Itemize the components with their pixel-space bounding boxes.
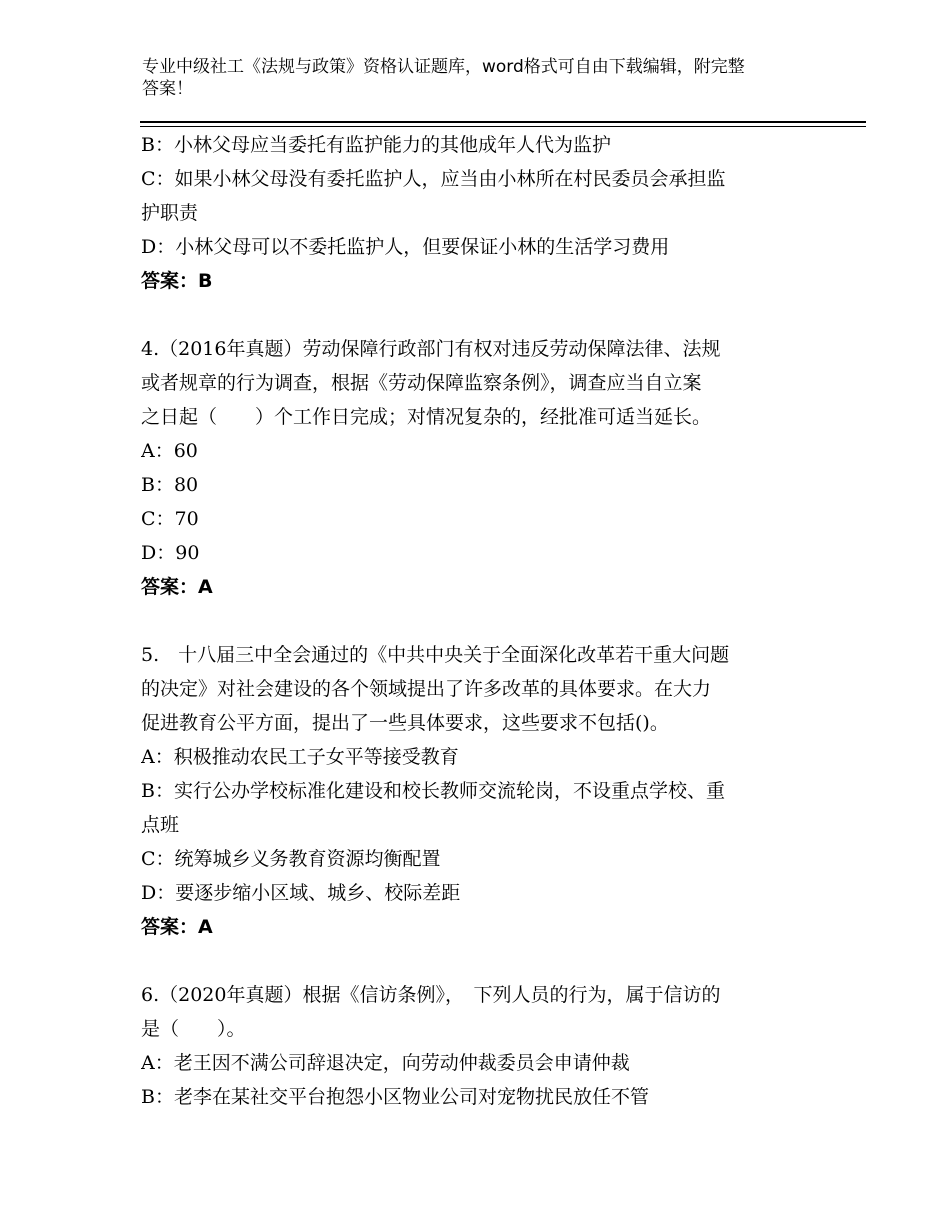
q5-option-b-line-2: 点班 (141, 814, 180, 836)
q3-answer: 答案：B (141, 270, 213, 292)
header-line-2: 答案！ (142, 79, 193, 99)
question-3 (141, 128, 809, 298)
q3-option-b: B：小林父母应当委托有监护能力的其他成年人代为监护 (141, 134, 611, 156)
question-4 (141, 332, 809, 604)
q4-option-b: B：80 (141, 474, 199, 496)
q6-stem-line-2: 是（ ）。 (141, 1018, 246, 1040)
page-header (142, 56, 822, 100)
spacer (141, 298, 809, 332)
q4-option-c: C：70 (141, 508, 199, 530)
q6-option-b: B：老李在某社交平台抱怨小区物业公司对宠物扰民放任不管 (141, 1086, 649, 1108)
header-line-1: 专业中级社工《法规与政策》资格认证题库，word格式可自由下载编辑，附完整 (142, 57, 745, 77)
q3-option-d: D：小林父母可以不委托监护人，但要保证小林的生活学习费用 (141, 236, 670, 258)
q3-option-c-line-1: C：如果小林父母没有委托监护人，应当由小林所在村民委员会承担监 (141, 168, 726, 190)
header-rule-thin (140, 126, 866, 127)
document-body (141, 128, 809, 1114)
q3-option-c-line-2: 护职责 (141, 202, 199, 224)
q5-option-c: C：统筹城乡义务教育资源均衡配置 (141, 848, 441, 870)
q5-stem-line-3: 促进教育公平方面，提出了一些具体要求，这些要求不包括()。 (141, 712, 669, 734)
q5-option-d: D：要逐步缩小区域、城乡、校际差距 (141, 882, 461, 904)
q5-option-a: A：积极推动农民工子女平等接受教育 (141, 746, 459, 768)
spacer (141, 944, 809, 978)
q5-option-b-line-1: B：实行公办学校标准化建设和校长教师交流轮岗，不设重点学校、重 (141, 780, 725, 802)
q6-stem-line-1: 6.（2020年真题）根据《信访条例》， 下列人员的行为，属于信访的 (141, 984, 721, 1006)
spacer (141, 604, 809, 638)
q4-stem-line-3: 之日起（ ）个工作日完成；对情况复杂的，经批准可适当延长。 (141, 406, 712, 428)
question-5 (141, 638, 809, 944)
question-6 (141, 978, 809, 1114)
q4-option-d: D：90 (141, 542, 200, 564)
q4-answer: 答案：A (141, 576, 213, 598)
q5-stem-line-1: 5. 十八届三中全会通过的《中共中央关于全面深化改革若干重大问题 (141, 644, 730, 666)
q6-option-a: A：老王因不满公司辞退决定，向劳动仲裁委员会申请仲裁 (141, 1052, 630, 1074)
q4-option-a: A：60 (141, 440, 198, 462)
q5-answer: 答案：A (141, 916, 213, 938)
q5-stem-line-2: 的决定》对社会建设的各个领域提出了许多改革的具体要求。在大力 (141, 678, 712, 700)
q4-stem-line-1: 4.（2016年真题）劳动保障行政部门有权对违反劳动保障法律、法规 (141, 338, 721, 360)
header-rule-thick (140, 121, 866, 123)
q4-stem-line-2: 或者规章的行为调查，根据《劳动保障监察条例》，调查应当自立案 (141, 372, 702, 394)
